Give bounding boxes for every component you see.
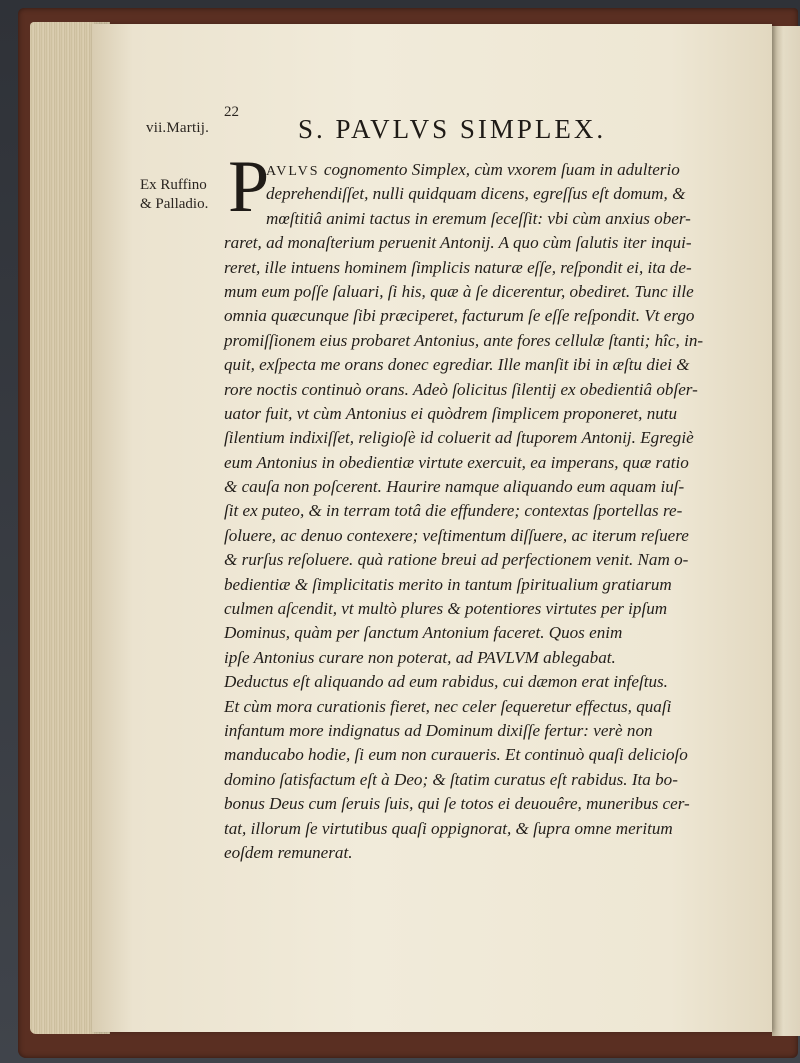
first-word-smallcaps: AVLVS <box>266 164 320 179</box>
text-line <box>224 158 744 182</box>
text-line: manducabo hodie, ſi eum non curaueris. Et continuò quaſi delicioſo <box>224 745 688 765</box>
text-line: omnia quæcunque ſibi præciperet, facturum ſe eſſe reſpondit. Vt ergo <box>224 306 695 326</box>
text-line: infantum more indignatus ad Dominum dixiſſe fertur: verè non <box>224 720 653 740</box>
text-line: Deductus eſt aliquando ad eum rabidus, cui dæmon erat infeſtus. <box>224 672 668 692</box>
source-note-line: & Palladio. <box>140 196 209 212</box>
text-line: raret, ad monaſterium peruenit Antonij. A quo cùm ſalutis iter inqui- <box>224 233 692 253</box>
text-line: uator fuit, vt cùm Antonius ei quòdrem ſimplicem proponeret, nutu <box>224 403 678 423</box>
text-line: mœſtitiâ animi tactus in eremum ſeceſſit: vbi cùm anxius ober- <box>266 208 691 228</box>
text-line: Dominus, quàm per ſanctum Antonium faceret. Quos enim <box>224 623 623 643</box>
running-head: S. PAVLVS SIMPLEX. <box>298 114 607 144</box>
text-line: Et cùm mora curationis fieret, nec celer ſequeretur effectus, quaſi <box>224 696 672 716</box>
page-number: 22 <box>224 104 239 120</box>
drop-cap: P <box>228 146 270 228</box>
text-line: eoſdem remunerat. <box>224 842 353 862</box>
text-line: culmen aſcendit, vt multò plures & potentiores virtutes per ipſum <box>224 599 668 619</box>
text-line: rore noctis continuò orans. Adeò ſolicitus ſilentij ex obedientiâ obſer- <box>224 379 698 399</box>
facing-page-edge <box>772 26 800 1036</box>
source-note-line: Ex Ruffino <box>140 177 207 193</box>
text-line: ſit ex puteo, & in terram totâ die effundere; contextas ſportellas re- <box>224 501 683 521</box>
text-line: bonus Deus cum ſeruis ſuis, qui ſe totos ei deuouêre, muneribus cer- <box>224 794 690 814</box>
source-margin-note <box>140 176 230 214</box>
text-line: ſoluere, ac denuo contexere; veſtimentum diſſuere, ac iterum reſuere <box>224 525 689 545</box>
body-text <box>224 158 744 865</box>
date-margin-note: vii.Martij. <box>146 120 210 136</box>
text-line: & rurſus reſoluere. quà ratione breui ad perfectionem venit. Nam o- <box>224 550 689 570</box>
text-line: quit, exſpecta me orans donec egrediar. Ille manſit ibi in æſtu diei & <box>224 355 690 375</box>
text-line: eum Antonius in obedientiæ virtute exercuit, ea imperans, quæ ratio <box>224 452 689 472</box>
text-line: promiſſionem eius probaret Antonius, ante fores cellulæ ſtanti; hîc, in- <box>224 330 704 350</box>
text-line: ipſe Antonius curare non poterat, ad PAVLVM ablegabat. <box>224 647 616 667</box>
text-line: & cauſa non poſcerent. Haurire namque aliquando eum aquam iuſ- <box>224 477 685 497</box>
text-line: deprehendiſſet, nulli quidquam dicens, egreſſus eſt domum, & <box>266 184 686 204</box>
text-line: reret, ille intuens hominem ſimplicis naturæ eſſe, reſpondit ei, ita de- <box>224 257 692 277</box>
text-line: bedientiæ & ſimplicitatis merito in tantum ſpiritualium gratiarum <box>224 574 672 594</box>
text-line: mum eum poſſe ſaluari, ſi his, quæ à ſe dicerentur, obediret. Tunc ille <box>224 281 694 301</box>
first-line-rest: cognomento Simplex, cùm vxorem ſuam in adulterio <box>319 160 680 179</box>
text-line: domino ſatisfactum eſt à Deo; & ſtatim curatus eſt rabidus. Ita bo- <box>224 769 678 789</box>
text-line: ſilentium indixiſſet, religioſè id coluerit ad ſtuporem Antonij. Egregiè <box>224 428 694 448</box>
text-line: tat, illorum ſe virtutibus quaſi oppignorat, & ſupra omne meritum <box>224 818 673 838</box>
